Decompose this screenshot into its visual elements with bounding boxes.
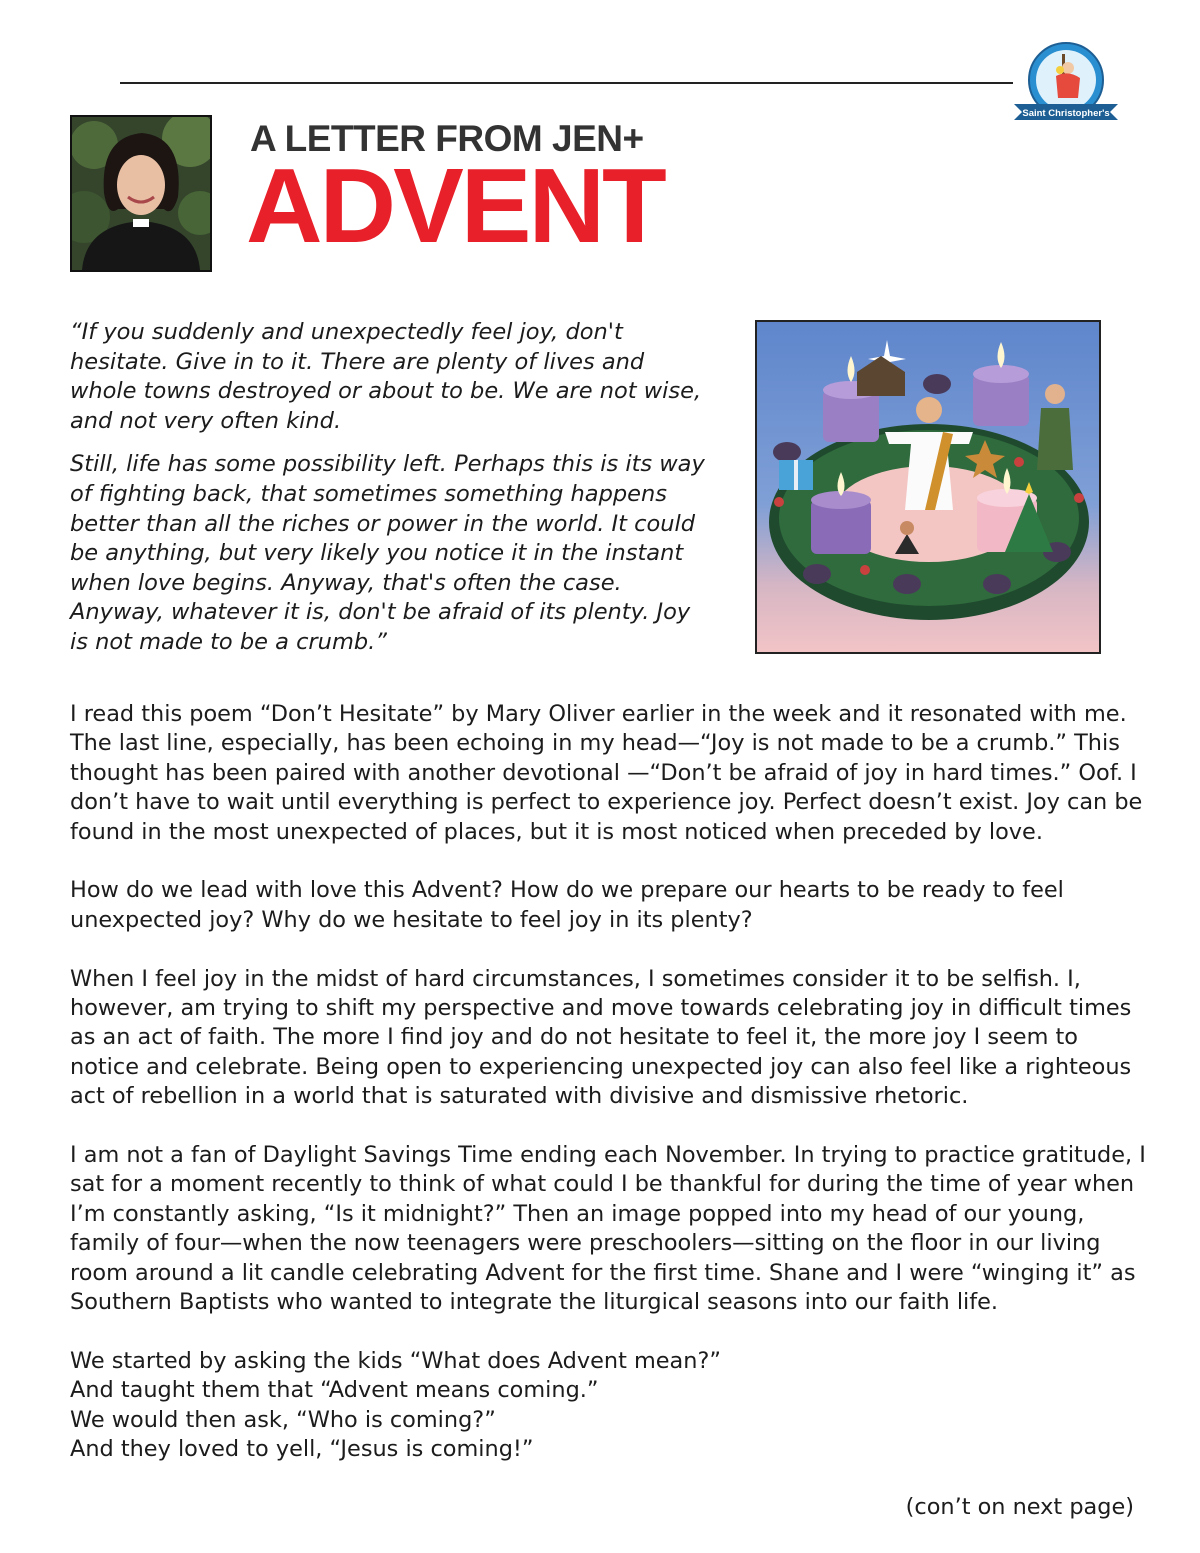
closing-line: And taught them that “Advent means coming.” bbox=[70, 1377, 599, 1404]
advent-wreath-illustration bbox=[755, 320, 1101, 654]
body-paragraph: When I feel joy in the midst of hard circumstances, I sometimes consider it to be selfish. I, however, am trying to shift my perspective and move towards celebrating joy in difficult times as an act of faith. The more I find joy and do not hesitate to feel it, the more joy I seem to notice and celebrate. Being open to experiencing unexpected joy can also feel like a righteous act of rebellion in a world that is saturated with divisive and dismissive rhetoric. bbox=[70, 965, 1132, 1110]
poem-quote bbox=[70, 318, 710, 672]
author-portrait bbox=[70, 115, 212, 272]
closing-line: We would then ask, “Who is coming?” bbox=[70, 1406, 496, 1433]
page-title: ADVENT bbox=[246, 147, 664, 265]
body-paragraph: I read this poem “Don’t Hesitate” by Mary Oliver earlier in the week and it resonated with me. The last line, especially, has been echoing in my head—“Joy is not made to be a crumb.” This thought has been paired with another devotional —“Don’t be afraid of joy in hard times.” Oof. I don’t have to wait until everything is perfect to experience joy. Perfect doesn’t exist. Joy can be found in the most unexpected of places, but it is most noticed when preceded by love. bbox=[70, 701, 1143, 845]
closing-lines bbox=[70, 1347, 1150, 1465]
closing-line: We started by asking the kids “What does Advent mean?” bbox=[70, 1347, 721, 1374]
closing-line: And they loved to yell, “Jesus is coming!” bbox=[70, 1436, 534, 1463]
continued-note: (con’t on next page) bbox=[905, 1494, 1134, 1520]
letter-body bbox=[70, 700, 1150, 1465]
top-divider bbox=[120, 82, 1013, 84]
logo-text: Saint Christopher's bbox=[1022, 108, 1110, 119]
quote-paragraph: Still, life has some possibility left. Perhaps this is its way of fighting back, that sometimes something happens better than all the riches or power in the world. It could be anything, but very likely you notice it in the instant when love begins. Anyway, that's often the case. Anyway, whatever it is, don't be afraid of its plenty. Joy is not made to be a crumb.” bbox=[70, 451, 705, 655]
body-paragraph: I am not a fan of Daylight Savings Time ending each November. In trying to practice gratitude, I sat for a moment recently to think of what could I be thankful for during the time of year when I’m constantly asking, “Is it midnight?” Then an image popped into my head of our young, family of four—when the now teenagers were preschoolers—sitting on the floor in our living room around a lit candle celebrating Advent for the first time. Shane and I were “winging it” as Southern Baptists who wanted to integrate the liturgical seasons into our faith life. bbox=[70, 1142, 1146, 1316]
body-paragraph: How do we lead with love this Advent? How do we prepare our hearts to be ready to feel unexpected joy? Why do we hesitate to feel joy in its plenty? bbox=[70, 877, 1064, 933]
letter-kicker: A LETTER FROM JEN+ bbox=[250, 118, 644, 159]
church-logo bbox=[1010, 40, 1122, 135]
quote-paragraph: “If you suddenly and unexpectedly feel joy, don't hesitate. Give in to it. There are plenty of lives and whole towns destroyed or about to be. We are not wise, and not very often kind. bbox=[70, 319, 702, 434]
